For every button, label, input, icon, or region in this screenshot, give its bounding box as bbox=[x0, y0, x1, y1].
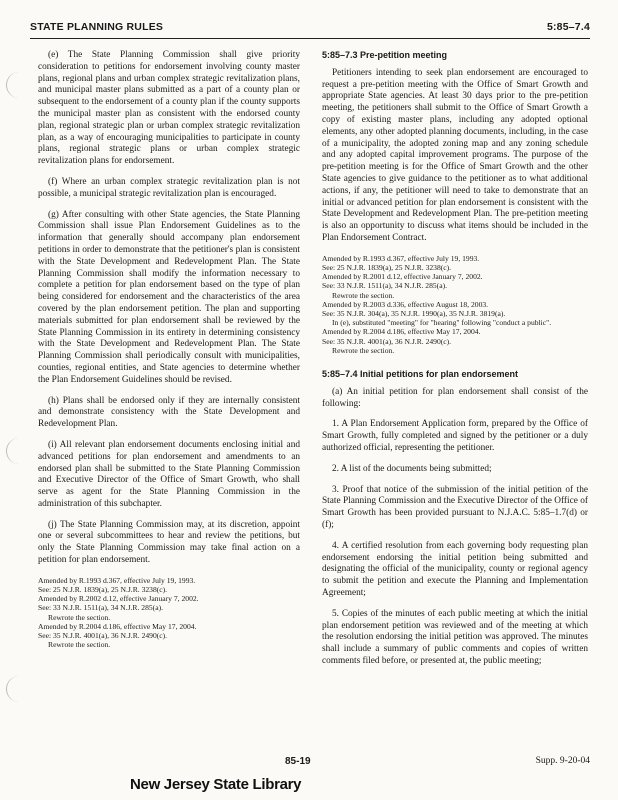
list-item: 2. A list of the documents being submitted; bbox=[332, 463, 492, 474]
header-rule bbox=[30, 38, 590, 39]
library-watermark: New Jersey State Library bbox=[130, 776, 302, 793]
paragraph-f: (f) Where an urban complex strategic revitalization plan is not possible, a municipal strategic revitalization plan is encouraged. bbox=[38, 176, 300, 199]
section-7-4-intro: (a) An initial petition for plan endorsement shall consist of the following: bbox=[322, 386, 588, 409]
list-item: 5. Copies of the minutes of each public meeting at which the initial plan endorsement petition was reviewed and of the meeting at which the resolution endorsing the initial petition was approved. The minutes shall include a summary of public comments and copies of written comments filed before, or presented at, the public meeting; bbox=[322, 608, 588, 666]
list-item: 1. A Plan Endorsement Application form, prepared by the Office of Smart Growth, fully completed and signed by the petitioner or a duly authorized official, representing the petitioner. bbox=[322, 419, 588, 453]
supplement-date: Supp. 9-20-04 bbox=[535, 756, 590, 766]
header-title: STATE PLANNING RULES bbox=[30, 21, 164, 33]
history-note: Amended by R.1993 d.367, effective July 19, 1993. bbox=[38, 575, 196, 585]
page-header bbox=[30, 18, 590, 36]
requirements-list bbox=[322, 419, 588, 667]
section-7-3-body: Petitioners intending to seek plan endorsement are encouraged to request a pre-petition meeting with the Office of Smart Growth and appropriate State agencies. At least 30 days prior to the pre-petition meeting, the petitioners shall submit to the Office of Smart Growth a copy of existing master plans, including any adopted optional elements, any other adopted planning documents, including, in the case of a municipality, the adopted zoning map and any zoning schedule and any adopted capital improvement programs. The purpose of the pre-petition meeting is for the Office of Smart Growth and the other State agencies to give guidance to the petitioner as to what additional actions, if any, the petitioner will need to take to demonstrate that an initial or advanced petition for plan endorsement is consistent with the State Development and Redevelopment Plan. The pre-petition meeting is also an opportunity to discuss what items should be included in the Plan Endorsement Contract. bbox=[322, 67, 588, 243]
left-column bbox=[38, 50, 300, 660]
history-note: Rewrote the section. bbox=[48, 612, 111, 622]
history-note: Amended by R.2001 d.12, effective January 7, 2002. bbox=[322, 272, 483, 282]
section-title-7-4: 5:85–7.4 Initial petitions for plan endorsement bbox=[322, 368, 519, 379]
punch-hole-mark bbox=[6, 438, 23, 464]
history-note: In (e), substituted "meeting" for "hearing" following "conduct a public". bbox=[332, 318, 552, 328]
history-note: Amended by R.2003 d.336, effective August 18, 2003. bbox=[322, 299, 489, 309]
history-note: See: 35 N.J.R. 304(a), 35 N.J.R. 1990(a), 35 N.J.R. 3819(a). bbox=[322, 308, 506, 318]
list-item: 3. Proof that notice of the submission of the initial petition of the State Planning Commission and the Executive Director of the Office of Smart Growth has been provided pursuant to N.J.A.C. 5:85–1.7(d) or (f); bbox=[322, 484, 588, 530]
right-column bbox=[322, 50, 588, 677]
history-note: Amended by R.2002 d.12, effective January 7, 2002. bbox=[38, 594, 199, 604]
history-note: Amended by R.1993 d.367, effective July 19, 1993. bbox=[322, 253, 480, 263]
history-note: Amended by R.2004 d.186, effective May 17, 2004. bbox=[322, 327, 481, 337]
section-title-7-3: 5:85–7.3 Pre-petition meeting bbox=[322, 50, 448, 60]
history-note: See: 33 N.J.R. 1511(a), 34 N.J.R. 285(a). bbox=[322, 281, 448, 291]
history-note: See: 35 N.J.R. 4001(a), 36 N.J.R. 2490(c). bbox=[322, 336, 452, 346]
history-note: Amended by R.2004 d.186, effective May 17, 2004. bbox=[38, 621, 197, 631]
list-item: 4. A certified resolution from each governing body requesting plan endorsement endorsing the initial petition being submitted and designating the official of the municipality, county or regional agency to submit the petition and execute the Planning and Implementation Agreement; bbox=[322, 540, 588, 598]
paragraph-j: (j) The State Planning Commission may, at its discretion, appoint one or several subcommittees to hear and review the petitions, but only the State Planning Commission may take final action on a petition for plan endorsement. bbox=[38, 519, 300, 566]
punch-hole-mark bbox=[6, 72, 23, 98]
history-note: Rewrote the section. bbox=[332, 345, 395, 355]
header-section-number: 5:85–7.4 bbox=[546, 21, 590, 33]
punch-hole-mark bbox=[6, 676, 23, 702]
paragraph-i: (i) All relevant plan endorsement documents enclosing initial and advanced petitions for plan endorsement and amendments to an endorsed plan shall be submitted to the State Planning Commission and Executive Director of the Office of Smart Growth, who shall serve as agent for the State Planning Commission in the administration of this subchapter. bbox=[38, 439, 300, 509]
history-note: Rewrote the section. bbox=[332, 290, 395, 300]
history-notes bbox=[322, 254, 588, 355]
history-note: See: 25 N.J.R. 1839(a), 25 N.J.R. 3238(c). bbox=[322, 262, 452, 272]
history-note: See: 35 N.J.R. 4001(a), 36 N.J.R. 2490(c). bbox=[38, 631, 168, 641]
history-note: See: 33 N.J.R. 1511(a), 34 N.J.R. 285(a). bbox=[38, 603, 164, 613]
history-note: See: 25 N.J.R. 1839(a), 25 N.J.R. 3238(c). bbox=[38, 585, 168, 595]
paragraph-e: (e) The State Planning Commission shall give priority consideration to petitions for endorsement involving county master plans, regional plans and urban complex strategic revitalization plans, and municipal master plans submitted as a part of a county plan or subsequent to the endorsement of a county plan if the county supports the municipal master plan as consistent with the endorsed county plan, regional strategic plan or urban complex strategic revitalization plan, as a way of encouraging municipalities to participate in county plans, regional strategic plans or urban complex strategic revitalization plans for endorsement. bbox=[38, 50, 300, 167]
page-number: 85-19 bbox=[285, 756, 311, 767]
history-notes bbox=[38, 576, 300, 650]
paragraph-h: (h) Plans shall be endorsed only if they are internally consistent and demonstrate consistency with the State Development and Redevelopment Plan. bbox=[38, 395, 300, 430]
paragraph-g: (g) After consulting with other State agencies, the State Planning Commission shall issue Plan Endorsement Guidelines as to the information that generally should accompany plan endorsement petitions in order to demonstrate that the petitioner's plan is consistent with the State Development and Redevelopment Plan. The State Planning Commission shall modify the information necessary to complete a petition for plan endorsement based on the type of plan being considered for endorsement and the characteristics of the area covered by the plan endorsement petition. The plan and supporting materials submitted for plan endorsement shall be reviewed by the State Planning Commission in its entirety in determining consistency with the State Development and Redevelopment Plan. The State Planning Commission shall periodically consult with municipalities, counties, regional entities, and State agencies to determine whether the Plan Endorsement Guidelines should be revised. bbox=[38, 209, 300, 385]
history-note: Rewrote the section. bbox=[48, 640, 111, 650]
